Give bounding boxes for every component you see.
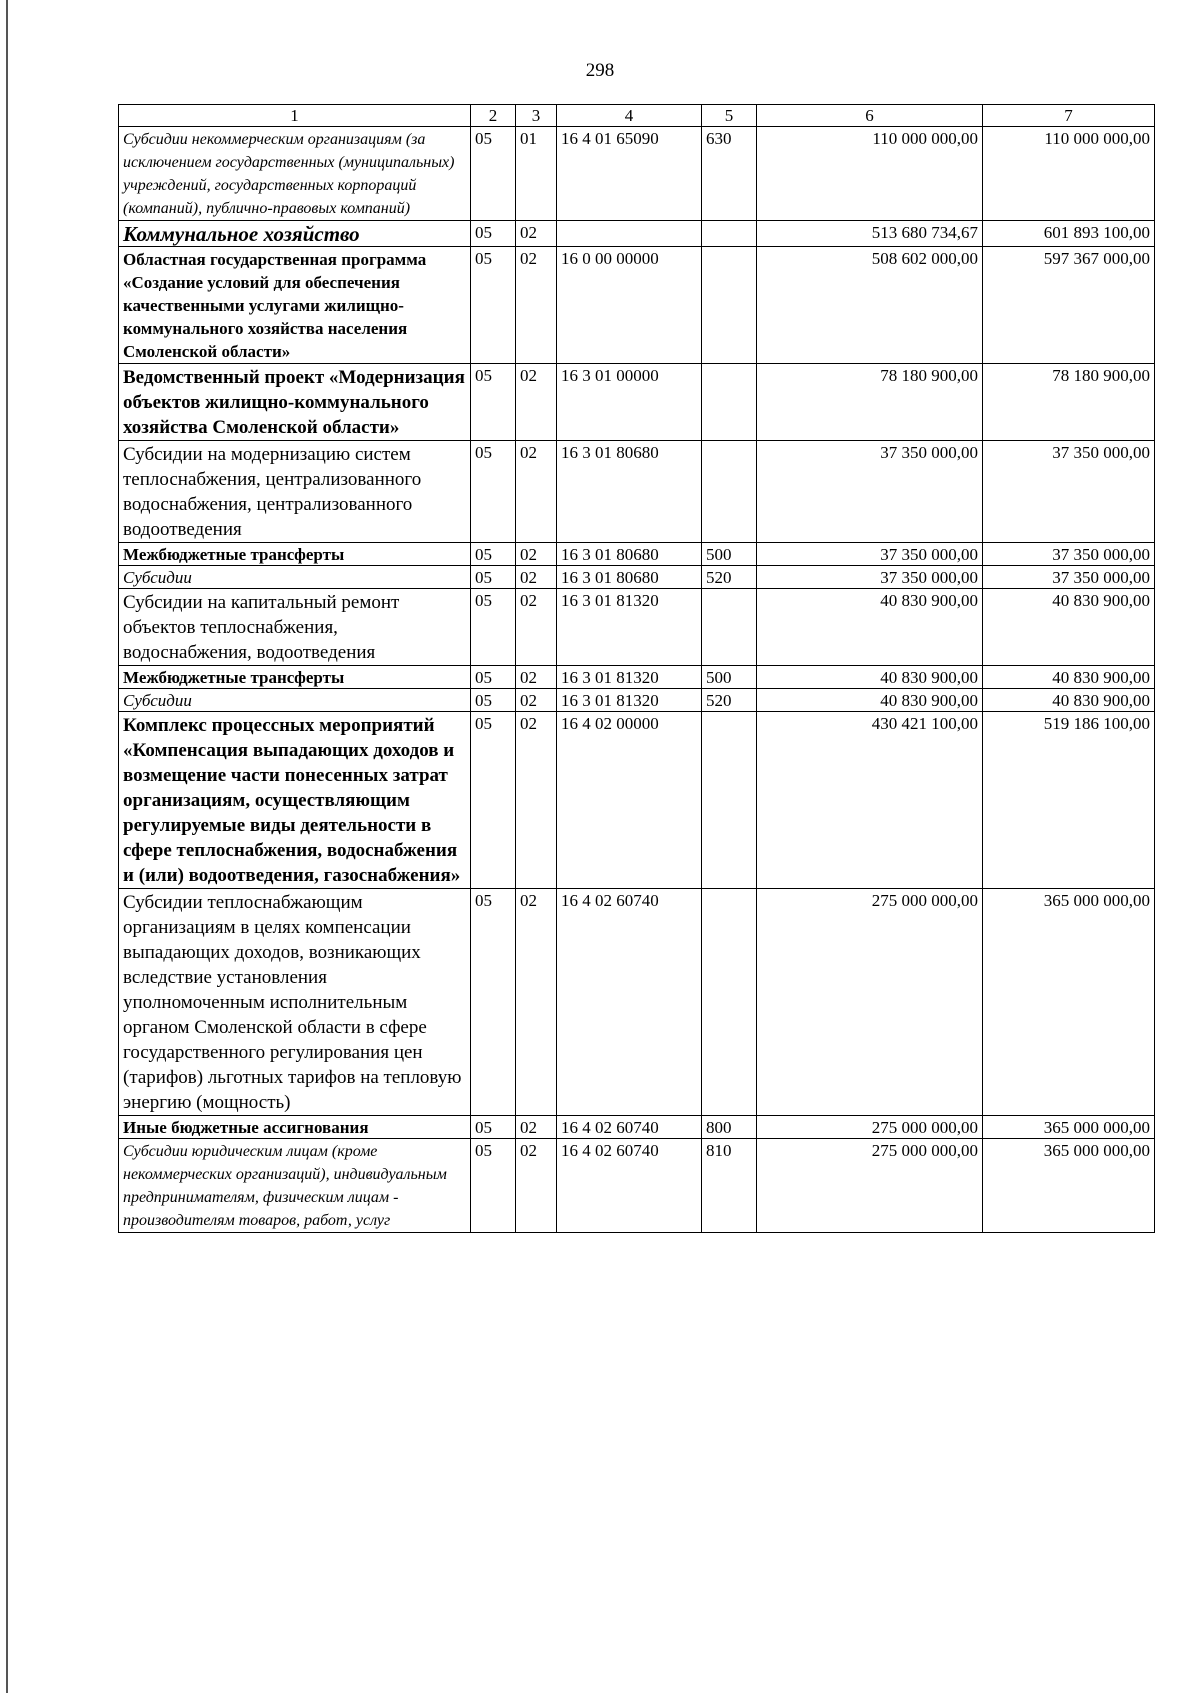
amount-year-1: 513 680 734,67 [757, 221, 983, 247]
subsection-code: 02 [516, 889, 557, 1116]
table-row [119, 441, 1155, 543]
budget-table [118, 104, 1155, 1233]
expense-type-code: 520 [702, 566, 757, 589]
table-row [119, 566, 1155, 589]
column-header: 2 [471, 105, 516, 127]
amount-year-1: 110 000 000,00 [757, 127, 983, 221]
expense-type-code: 810 [702, 1139, 757, 1233]
target-article-code: 16 4 02 60740 [557, 889, 702, 1116]
section-code: 05 [471, 712, 516, 889]
target-article-code: 16 4 02 00000 [557, 712, 702, 889]
subsection-code: 02 [516, 566, 557, 589]
amount-year-1: 37 350 000,00 [757, 441, 983, 543]
table-row [119, 1116, 1155, 1139]
amount-year-1: 37 350 000,00 [757, 566, 983, 589]
item-name: Коммунальное хозяйство [119, 221, 471, 247]
column-header: 3 [516, 105, 557, 127]
amount-year-1: 275 000 000,00 [757, 1139, 983, 1233]
page-number: 298 [585, 60, 615, 81]
amount-year-2: 601 893 100,00 [983, 221, 1155, 247]
section-code: 05 [471, 441, 516, 543]
subsection-code: 02 [516, 666, 557, 689]
table-row [119, 589, 1155, 666]
table-row [119, 543, 1155, 566]
target-article-code: 16 4 01 65090 [557, 127, 702, 221]
page-edge-rule [6, 0, 8, 1693]
amount-year-2: 365 000 000,00 [983, 889, 1155, 1116]
section-code: 05 [471, 364, 516, 441]
table-header-row [119, 105, 1155, 127]
target-article-code: 16 4 02 60740 [557, 1116, 702, 1139]
amount-year-1: 40 830 900,00 [757, 666, 983, 689]
amount-year-1: 508 602 000,00 [757, 247, 983, 364]
item-name: Субсидии на модернизацию систем теплоснабжения, централизованного водоснабжения, централизованного водоотведения [119, 441, 471, 543]
item-name: Субсидии некоммерческим организациям (за исключением государственных (муниципальных) учреждений, государственных корпораций (компаний), публично-правовых компаний) [119, 127, 471, 221]
section-code: 05 [471, 889, 516, 1116]
table-row [119, 1139, 1155, 1233]
section-code: 05 [471, 689, 516, 712]
section-code: 05 [471, 127, 516, 221]
expense-type-code [702, 589, 757, 666]
item-name: Межбюджетные трансферты [119, 543, 471, 566]
expense-type-code: 630 [702, 127, 757, 221]
item-name: Межбюджетные трансферты [119, 666, 471, 689]
column-header: 6 [757, 105, 983, 127]
amount-year-2: 365 000 000,00 [983, 1139, 1155, 1233]
target-article-code: 16 3 01 80680 [557, 441, 702, 543]
section-code: 05 [471, 666, 516, 689]
section-code: 05 [471, 566, 516, 589]
amount-year-1: 275 000 000,00 [757, 889, 983, 1116]
section-code: 05 [471, 247, 516, 364]
item-name: Субсидии [119, 689, 471, 712]
target-article-code: 16 3 01 81320 [557, 689, 702, 712]
subsection-code: 02 [516, 1139, 557, 1233]
expense-type-code [702, 364, 757, 441]
subsection-code: 02 [516, 712, 557, 889]
item-name: Областная государственная программа «Создание условий для обеспечения качественными услугами жилищно-коммунального хозяйства населения Смоленской области» [119, 247, 471, 364]
expense-type-code [702, 221, 757, 247]
amount-year-2: 37 350 000,00 [983, 566, 1155, 589]
amount-year-2: 37 350 000,00 [983, 441, 1155, 543]
amount-year-2: 40 830 900,00 [983, 689, 1155, 712]
target-article-code: 16 3 01 80680 [557, 543, 702, 566]
expense-type-code: 800 [702, 1116, 757, 1139]
target-article-code: 16 3 01 81320 [557, 589, 702, 666]
amount-year-2: 37 350 000,00 [983, 543, 1155, 566]
column-header: 1 [119, 105, 471, 127]
expense-type-code: 500 [702, 543, 757, 566]
target-article-code: 16 3 01 81320 [557, 666, 702, 689]
item-name: Субсидии теплоснабжающим организациям в целях компенсации выпадающих доходов, возникающих вследствие установления уполномоченным исполнительным органом Смоленской области в сфере государственного регулирования цен (тарифов) льготных тарифов на тепловую энергию (мощность) [119, 889, 471, 1116]
column-header: 5 [702, 105, 757, 127]
table-row [119, 689, 1155, 712]
amount-year-1: 430 421 100,00 [757, 712, 983, 889]
column-header: 7 [983, 105, 1155, 127]
target-article-code: 16 0 00 00000 [557, 247, 702, 364]
table-row [119, 364, 1155, 441]
table-row [119, 221, 1155, 247]
target-article-code: 16 4 02 60740 [557, 1139, 702, 1233]
amount-year-1: 78 180 900,00 [757, 364, 983, 441]
subsection-code: 02 [516, 221, 557, 247]
amount-year-2: 110 000 000,00 [983, 127, 1155, 221]
subsection-code: 02 [516, 247, 557, 364]
amount-year-1: 40 830 900,00 [757, 589, 983, 666]
expense-type-code: 520 [702, 689, 757, 712]
section-code: 05 [471, 1116, 516, 1139]
amount-year-2: 40 830 900,00 [983, 666, 1155, 689]
subsection-code: 02 [516, 441, 557, 543]
target-article-code: 16 3 01 00000 [557, 364, 702, 441]
item-name: Субсидии на капитальный ремонт объектов теплоснабжения, водоснабжения, водоотведения [119, 589, 471, 666]
amount-year-2: 365 000 000,00 [983, 1116, 1155, 1139]
subsection-code: 02 [516, 364, 557, 441]
target-article-code [557, 221, 702, 247]
amount-year-2: 519 186 100,00 [983, 712, 1155, 889]
table-row [119, 127, 1155, 221]
amount-year-1: 275 000 000,00 [757, 1116, 983, 1139]
item-name: Иные бюджетные ассигнования [119, 1116, 471, 1139]
amount-year-2: 78 180 900,00 [983, 364, 1155, 441]
subsection-code: 02 [516, 589, 557, 666]
section-code: 05 [471, 1139, 516, 1233]
table-row [119, 712, 1155, 889]
section-code: 05 [471, 221, 516, 247]
amount-year-2: 597 367 000,00 [983, 247, 1155, 364]
expense-type-code [702, 889, 757, 1116]
subsection-code: 02 [516, 1116, 557, 1139]
expense-type-code [702, 247, 757, 364]
amount-year-1: 40 830 900,00 [757, 689, 983, 712]
section-code: 05 [471, 589, 516, 666]
expense-type-code [702, 441, 757, 543]
amount-year-1: 37 350 000,00 [757, 543, 983, 566]
item-name: Комплекс процессных мероприятий «Компенсация выпадающих доходов и возмещение части понесенных затрат организациям, осуществляющим регулируемые виды деятельности в сфере теплоснабжения, водоснабжения и (или) водоотведения, газоснабжения» [119, 712, 471, 889]
table-row [119, 247, 1155, 364]
subsection-code: 02 [516, 543, 557, 566]
column-header: 4 [557, 105, 702, 127]
target-article-code: 16 3 01 80680 [557, 566, 702, 589]
item-name: Ведомственный проект «Модернизация объектов жилищно-коммунального хозяйства Смоленской области» [119, 364, 471, 441]
table-row [119, 666, 1155, 689]
item-name: Субсидии [119, 566, 471, 589]
expense-type-code [702, 712, 757, 889]
expense-type-code: 500 [702, 666, 757, 689]
item-name: Субсидии юридическим лицам (кроме некоммерческих организаций), индивидуальным предпринимателям, физическим лицам - производителям товаров, работ, услуг [119, 1139, 471, 1233]
amount-year-2: 40 830 900,00 [983, 589, 1155, 666]
table-row [119, 889, 1155, 1116]
subsection-code: 02 [516, 689, 557, 712]
subsection-code: 01 [516, 127, 557, 221]
section-code: 05 [471, 543, 516, 566]
